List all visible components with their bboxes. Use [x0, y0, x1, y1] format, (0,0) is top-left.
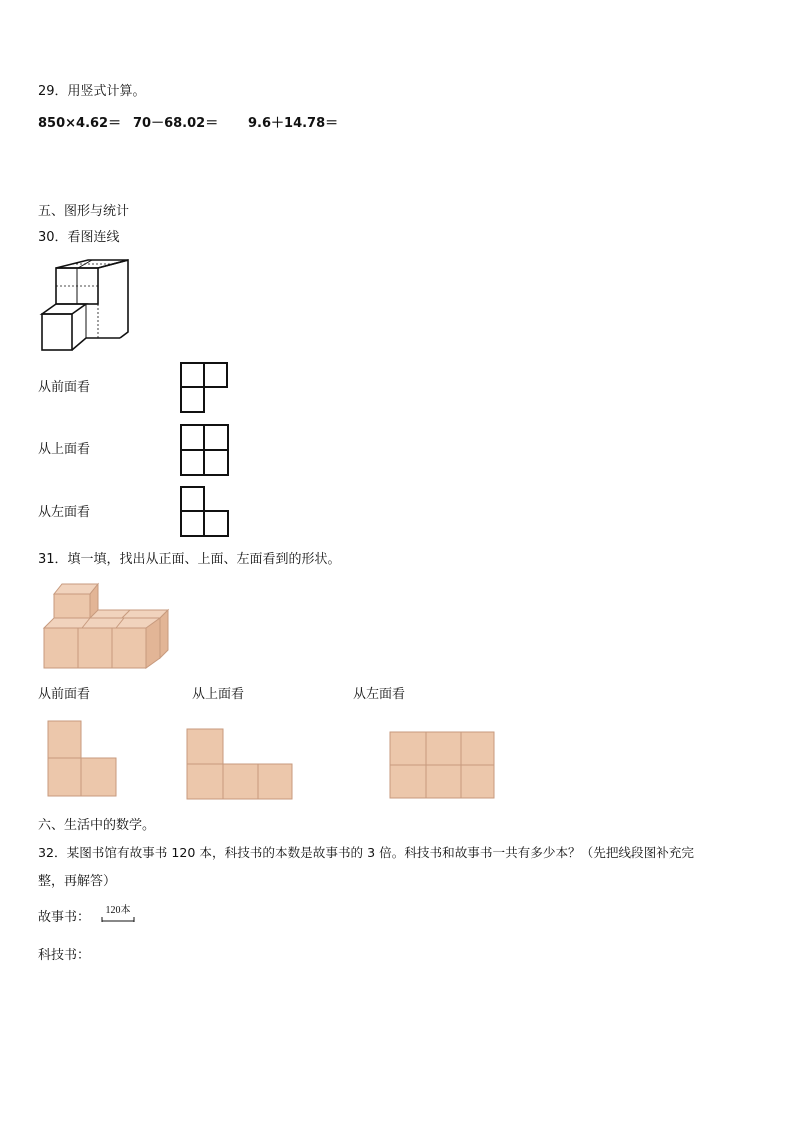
- q30-3d-figure: [36, 256, 132, 354]
- q30-title: 30．看图连线: [38, 230, 120, 245]
- q30-view-top: 从上面看: [38, 442, 91, 457]
- section5-title: 五、图形与统计: [38, 204, 130, 219]
- q31-view-top: 从上面看: [192, 687, 245, 702]
- q30-view-left: 从左面看: [38, 505, 91, 520]
- q30-shape-option-3: [180, 486, 230, 538]
- q29-expr-2: 70－68.02＝: [133, 116, 219, 131]
- q32-science-label: 科技书：: [38, 948, 91, 963]
- q32-question-line-1: 32．某图书馆有故事书 120 本，科技书的本数是故事书的 3 倍。科技书和故事书一共有多少本？（先把线段图补充完: [38, 845, 694, 860]
- q32-story-label: 故事书：: [38, 910, 91, 925]
- q32-segment-label: 120本: [105, 905, 131, 916]
- q30-view-front: 从前面看: [38, 380, 91, 395]
- q32-segment-line: [101, 915, 135, 923]
- q32-question-line-2: 整，再解答）: [38, 874, 117, 889]
- q31-3d-figure: [42, 580, 172, 672]
- q31-shape-left: [389, 731, 499, 801]
- q30-shape-option-2: [180, 424, 230, 476]
- q31-shape-top: [186, 728, 296, 802]
- section6-title: 六、生活中的数学。: [38, 818, 156, 833]
- q29-expr-1: 850×4.62＝: [38, 116, 122, 131]
- q31-view-left: 从左面看: [353, 687, 406, 702]
- q29-expr-3: 9.6＋14.78＝: [248, 116, 339, 131]
- q29-title: 29．用竖式计算。: [38, 84, 146, 99]
- q31-view-front: 从前面看: [38, 687, 91, 702]
- q32-segment: [101, 905, 135, 925]
- q30-shape-option-1: [180, 362, 230, 414]
- q31-title: 31．填一填，找出从正面、上面、左面看到的形状。: [38, 552, 341, 567]
- q31-shape-front: [47, 720, 119, 798]
